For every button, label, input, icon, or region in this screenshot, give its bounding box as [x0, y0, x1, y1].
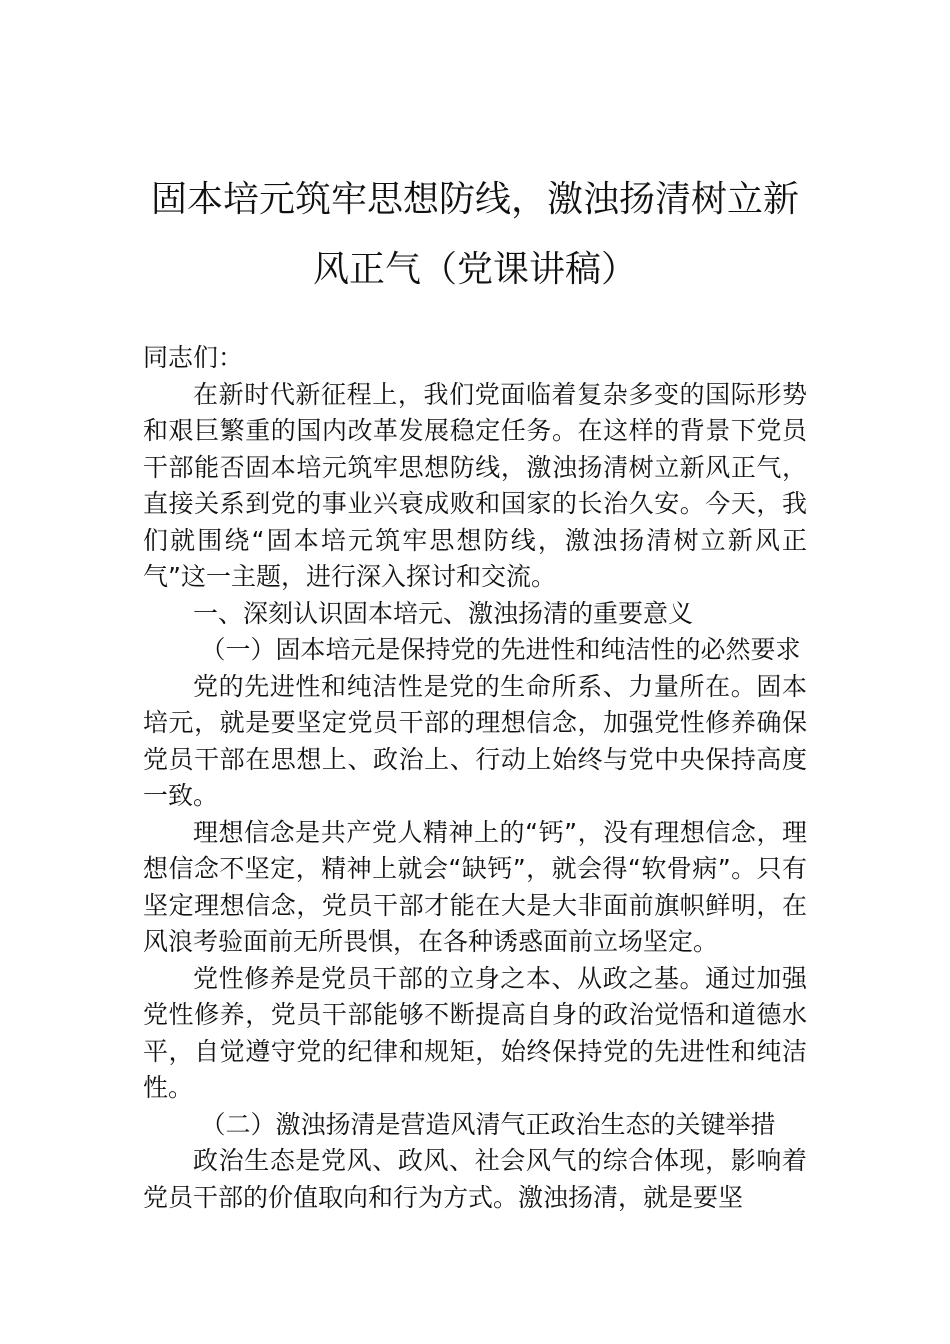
intro-paragraph: 在新时代新征程上，我们党面临着复杂多变的国际形势和艰巨繁重的国内改革发展稳定任务。在这样的背景下党员干部能否固本培元筑牢思想防线，激浊扬清树立新风正气，直接关系到党的事业兴衰成败和国家的长治久安。今天，我们就围绕“固本培元筑牢思想防线，激浊扬清树立新风正气”这一主题，进行深入探讨和交流。 [143, 379, 807, 591]
salutation: 同志们： [143, 343, 244, 372]
document-body [143, 340, 807, 1216]
paragraph: 政治生态是党风、政风、社会风气的综合体现，影响着党员干部的价值取向和行为方式。激浊扬清，就是要坚 [143, 1146, 807, 1212]
document-title-line-2: 风正气（党课讲稿） [312, 249, 637, 290]
section-1-subheading-1: （一）固本培元是保持党的先进性和纯洁性的必然要求 [200, 635, 801, 664]
paragraph: 党性修养是党员干部的立身之本、从政之基。通过加强党性修养，党员干部能够不断提高自身的政治觉悟和道德水平，自觉遵守党的纪律和规矩，始终保持党的先进性和纯洁性。 [143, 963, 807, 1102]
document-title-line-1: 固本培元筑牢思想防线，激浊扬清树立新 [150, 179, 799, 220]
section-1-heading: 一、深刻认识固本培元、激浊扬清的重要意义 [193, 598, 694, 628]
paragraph: 党的先进性和纯洁性是党的生命所系、力量所在。固本培元，就是要坚定党员干部的理想信念，加强党性修养确保党员干部在思想上、政治上、行动上始终与党中央保持高度一致。 [143, 671, 807, 810]
section-1-subheading-2: （二）激浊扬清是营造风清气正政治生态的关键举措 [200, 1109, 776, 1139]
paragraph: 理想信念是共产党人精神上的“钙”，没有理想信念，理想信念不坚定，精神上就会“缺钙”，就会得“软骨病”。只有坚定理想信念，党员干部才能在大是大非面前旗帜鲜明，在风浪考验面前无所畏惧，在各种诱惑面前立场坚定。 [143, 817, 807, 956]
